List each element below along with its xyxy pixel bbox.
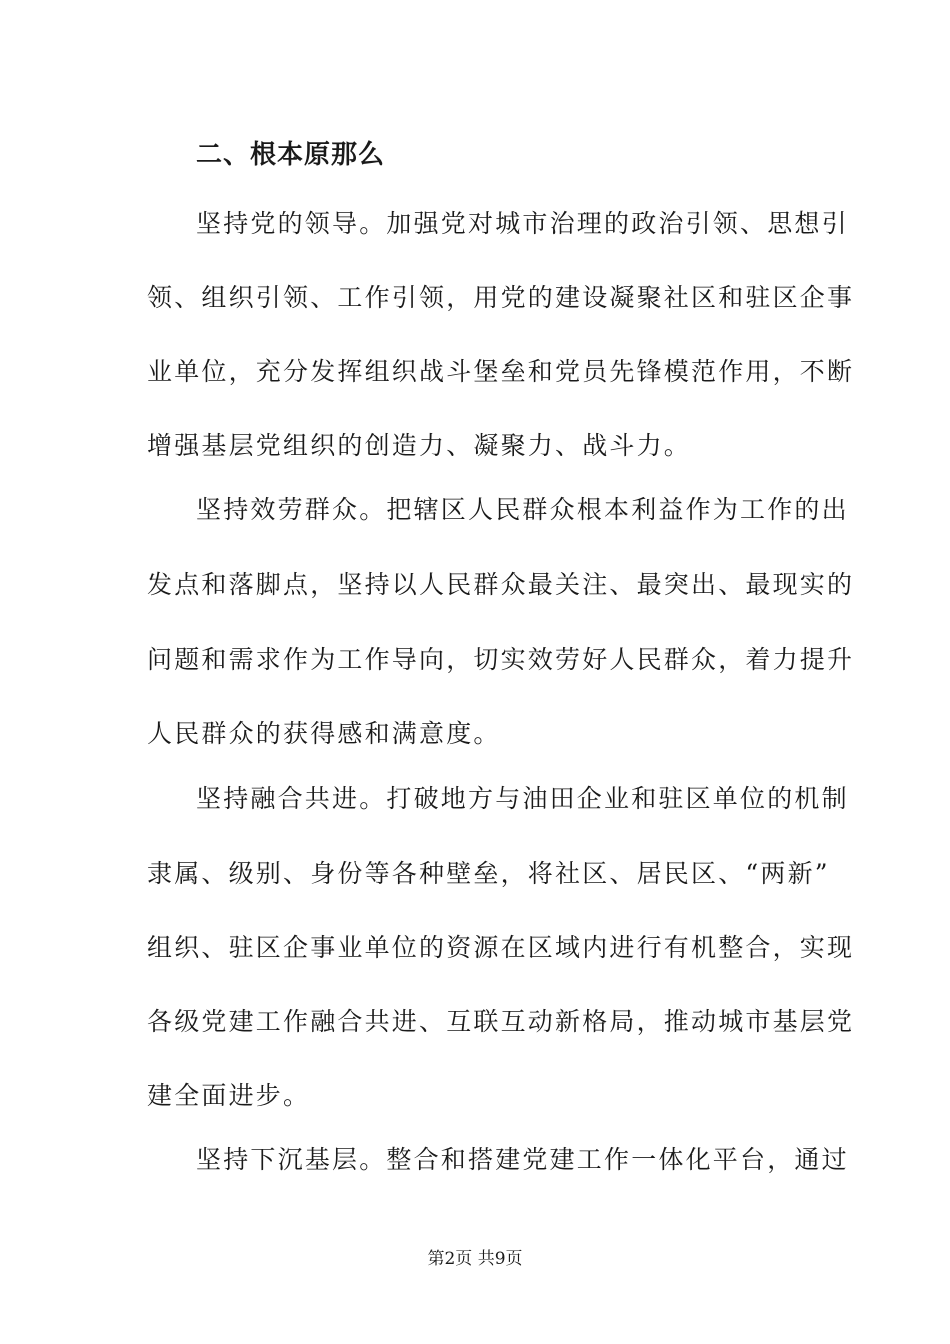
paragraph-line: 坚持党的领导。加强党对城市治理的政治引领、思想引 (196, 209, 849, 238)
paragraph-line: 组织、驻区企事业单位的资源在区域内进行有机整合，实现 (147, 933, 855, 962)
paragraph-line: 建全面进步。 (147, 1081, 311, 1110)
section-heading: 二、根本原那么 (196, 140, 386, 170)
paragraph-line: 发点和落脚点，坚持以人民群众最关注、最突出、最现实的 (147, 570, 855, 599)
paragraph-line: 问题和需求作为工作导向，切实效劳好人民群众，着力提升 (147, 645, 855, 674)
paragraph-line: 坚持效劳群众。把辖区人民群众根本利益作为工作的出 (196, 495, 849, 524)
paragraph-line: 人民群众的获得感和满意度。 (147, 719, 501, 748)
paragraph-line: 领、组织引领、工作引领，用党的建设凝聚社区和驻区企事 (147, 283, 855, 312)
paragraph-line: 坚持下沉基层。整合和搭建党建工作一体化平台，通过 (196, 1145, 849, 1174)
page-number-footer: 第2页 共9页 (427, 1249, 523, 1269)
paragraph-line: 增强基层党组织的创造力、凝聚力、战斗力。 (147, 431, 692, 460)
paragraph-line: 业单位，充分发挥组织战斗堡垒和党员先锋模范作用，不断 (147, 357, 855, 386)
paragraph-line: 坚持融合共进。打破地方与油田企业和驻区单位的机制 (196, 784, 849, 813)
paragraph-line: 各级党建工作融合共进、互联互动新格局，推动城市基层党 (147, 1007, 855, 1036)
paragraph-line: 隶属、级别、身份等各种壁垒，将社区、居民区、“两新” (147, 859, 830, 888)
